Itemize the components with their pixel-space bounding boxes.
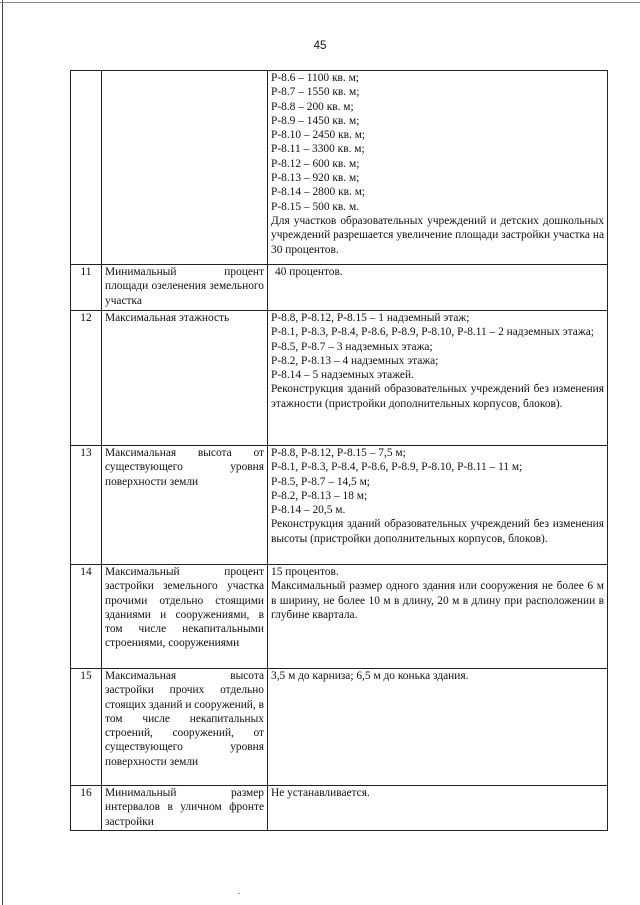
parameter-value — [268, 265, 608, 311]
row-number: 14 — [71, 565, 102, 669]
parameter-name: Максимальный процент застройки земельного участка прочими отдельно стоящими зданиями и сооружениями, в том числе некапитальными строениями, сооружениями — [102, 565, 268, 669]
value-line: Не устанавливается. — [271, 787, 370, 799]
row-number: 13 — [71, 446, 102, 565]
table-row — [71, 265, 608, 311]
parameter-name: Максимальная высота застройки прочих отдельно стоящих зданий и сооружений, в том числе некапитальных строений, сооружений, от существующего уровня поверхности земли — [102, 669, 268, 786]
value-note: Реконструкция зданий образовательных учреждений без изменения этажности (пристройки дополнительных корпусов, блоков). — [271, 383, 604, 410]
parameter-value — [268, 446, 608, 565]
value-note: Реконструкция зданий образовательных учреждений без изменения высоты (пристройки дополнительных корпусов, блоков). — [271, 518, 604, 545]
scan-mark — [238, 893, 240, 894]
page-top-edge — [0, 2, 640, 3]
page-left-edge — [2, 0, 3, 905]
value-note: Для участков образовательных учреждений и детских дошкольных учреждений разрешается увеличение площади застройки участка на 30 процентов. — [271, 214, 604, 256]
value-line: Р-8.10 – 2450 кв. м; — [271, 129, 366, 142]
parameter-value — [268, 669, 608, 786]
table-row — [71, 446, 608, 565]
value-line: Р-8.1, Р-8.3, Р-8.4, Р-8.6, Р-8.9, Р-8.10, Р-8.11 – 2 надземных этажа; — [271, 326, 594, 339]
value-line: 15 процентов. — [271, 566, 339, 578]
parameter-value — [268, 71, 608, 265]
value-line: Р-8.14 – 2800 кв. м; — [271, 186, 366, 199]
value-line: Р-8.14 – 5 надземных этажей. — [271, 369, 414, 382]
value-line: Р-8.7 – 1550 кв. м; — [271, 86, 360, 99]
table-row — [71, 565, 608, 669]
value-line: Р-8.2, Р-8.13 – 4 надземных этажа; — [271, 354, 439, 367]
row-number: 12 — [71, 311, 102, 446]
parameter-name: Минимальный процент площади озеленения земельного участка — [102, 265, 268, 311]
parameter-value — [268, 311, 608, 446]
table-row — [71, 669, 608, 786]
value-line: 40 процентов. — [275, 266, 343, 278]
parameter-name: Минимальный размер интервалов в уличном фронте застройки — [102, 786, 268, 831]
value-line: 3,5 м до карниза; 6,5 м до конька здания. — [271, 670, 469, 682]
table-row — [71, 786, 608, 831]
parameter-value — [268, 786, 608, 831]
row-number: 16 — [71, 786, 102, 831]
value-line: Р-8.6 – 1100 кв. м; — [271, 72, 359, 84]
row-number: 15 — [71, 669, 102, 786]
parameter-name — [102, 71, 268, 265]
value-line: Р-8.8, Р-8.12, Р-8.15 – 7,5 м; — [271, 447, 406, 459]
parameter-value — [268, 565, 608, 669]
page-number: 45 — [313, 40, 327, 52]
value-line: Р-8.13 – 920 кв. м; — [271, 172, 360, 185]
value-line: Р-8.14 – 20,5 м. — [271, 504, 346, 517]
value-line: Р-8.9 – 1450 кв. м; — [271, 114, 360, 127]
value-line: Р-8.5, Р-8.7 – 14,5 м; — [271, 475, 370, 488]
value-line: Р-8.2, Р-8.13 – 18 м; — [271, 489, 368, 502]
parameter-name: Максимальная этажность — [102, 311, 268, 446]
value-line: Р-8.8, Р-8.12, Р-8.15 – 1 надземный этаж; — [271, 312, 470, 324]
value-line: Р-8.11 – 3300 кв. м; — [271, 143, 365, 156]
value-line: Р-8.1, Р-8.3, Р-8.4, Р-8.6, Р-8.9, Р-8.10, Р-8.11 – 11 м; — [271, 461, 523, 474]
table-row — [71, 311, 608, 446]
value-line: Р-8.12 – 600 кв. м; — [271, 157, 360, 170]
value-note: Максимальный размер одного здания или сооружения не более 6 м в ширину, не более 10 м в длину, 20 м в длину при расположении в глубине квартала. — [271, 580, 604, 621]
regulations-table — [70, 70, 608, 831]
value-line: Р-8.5, Р-8.7 – 3 надземных этажа; — [271, 340, 433, 353]
value-line: Р-8.8 – 200 кв. м; — [271, 100, 354, 113]
table-row — [71, 71, 608, 265]
parameter-name: Максимальная высота от существующего уровня поверхности земли — [102, 446, 268, 565]
row-number — [71, 71, 102, 265]
value-line: Р-8.15 – 500 кв. м. — [271, 200, 360, 213]
row-number: 11 — [71, 265, 102, 311]
